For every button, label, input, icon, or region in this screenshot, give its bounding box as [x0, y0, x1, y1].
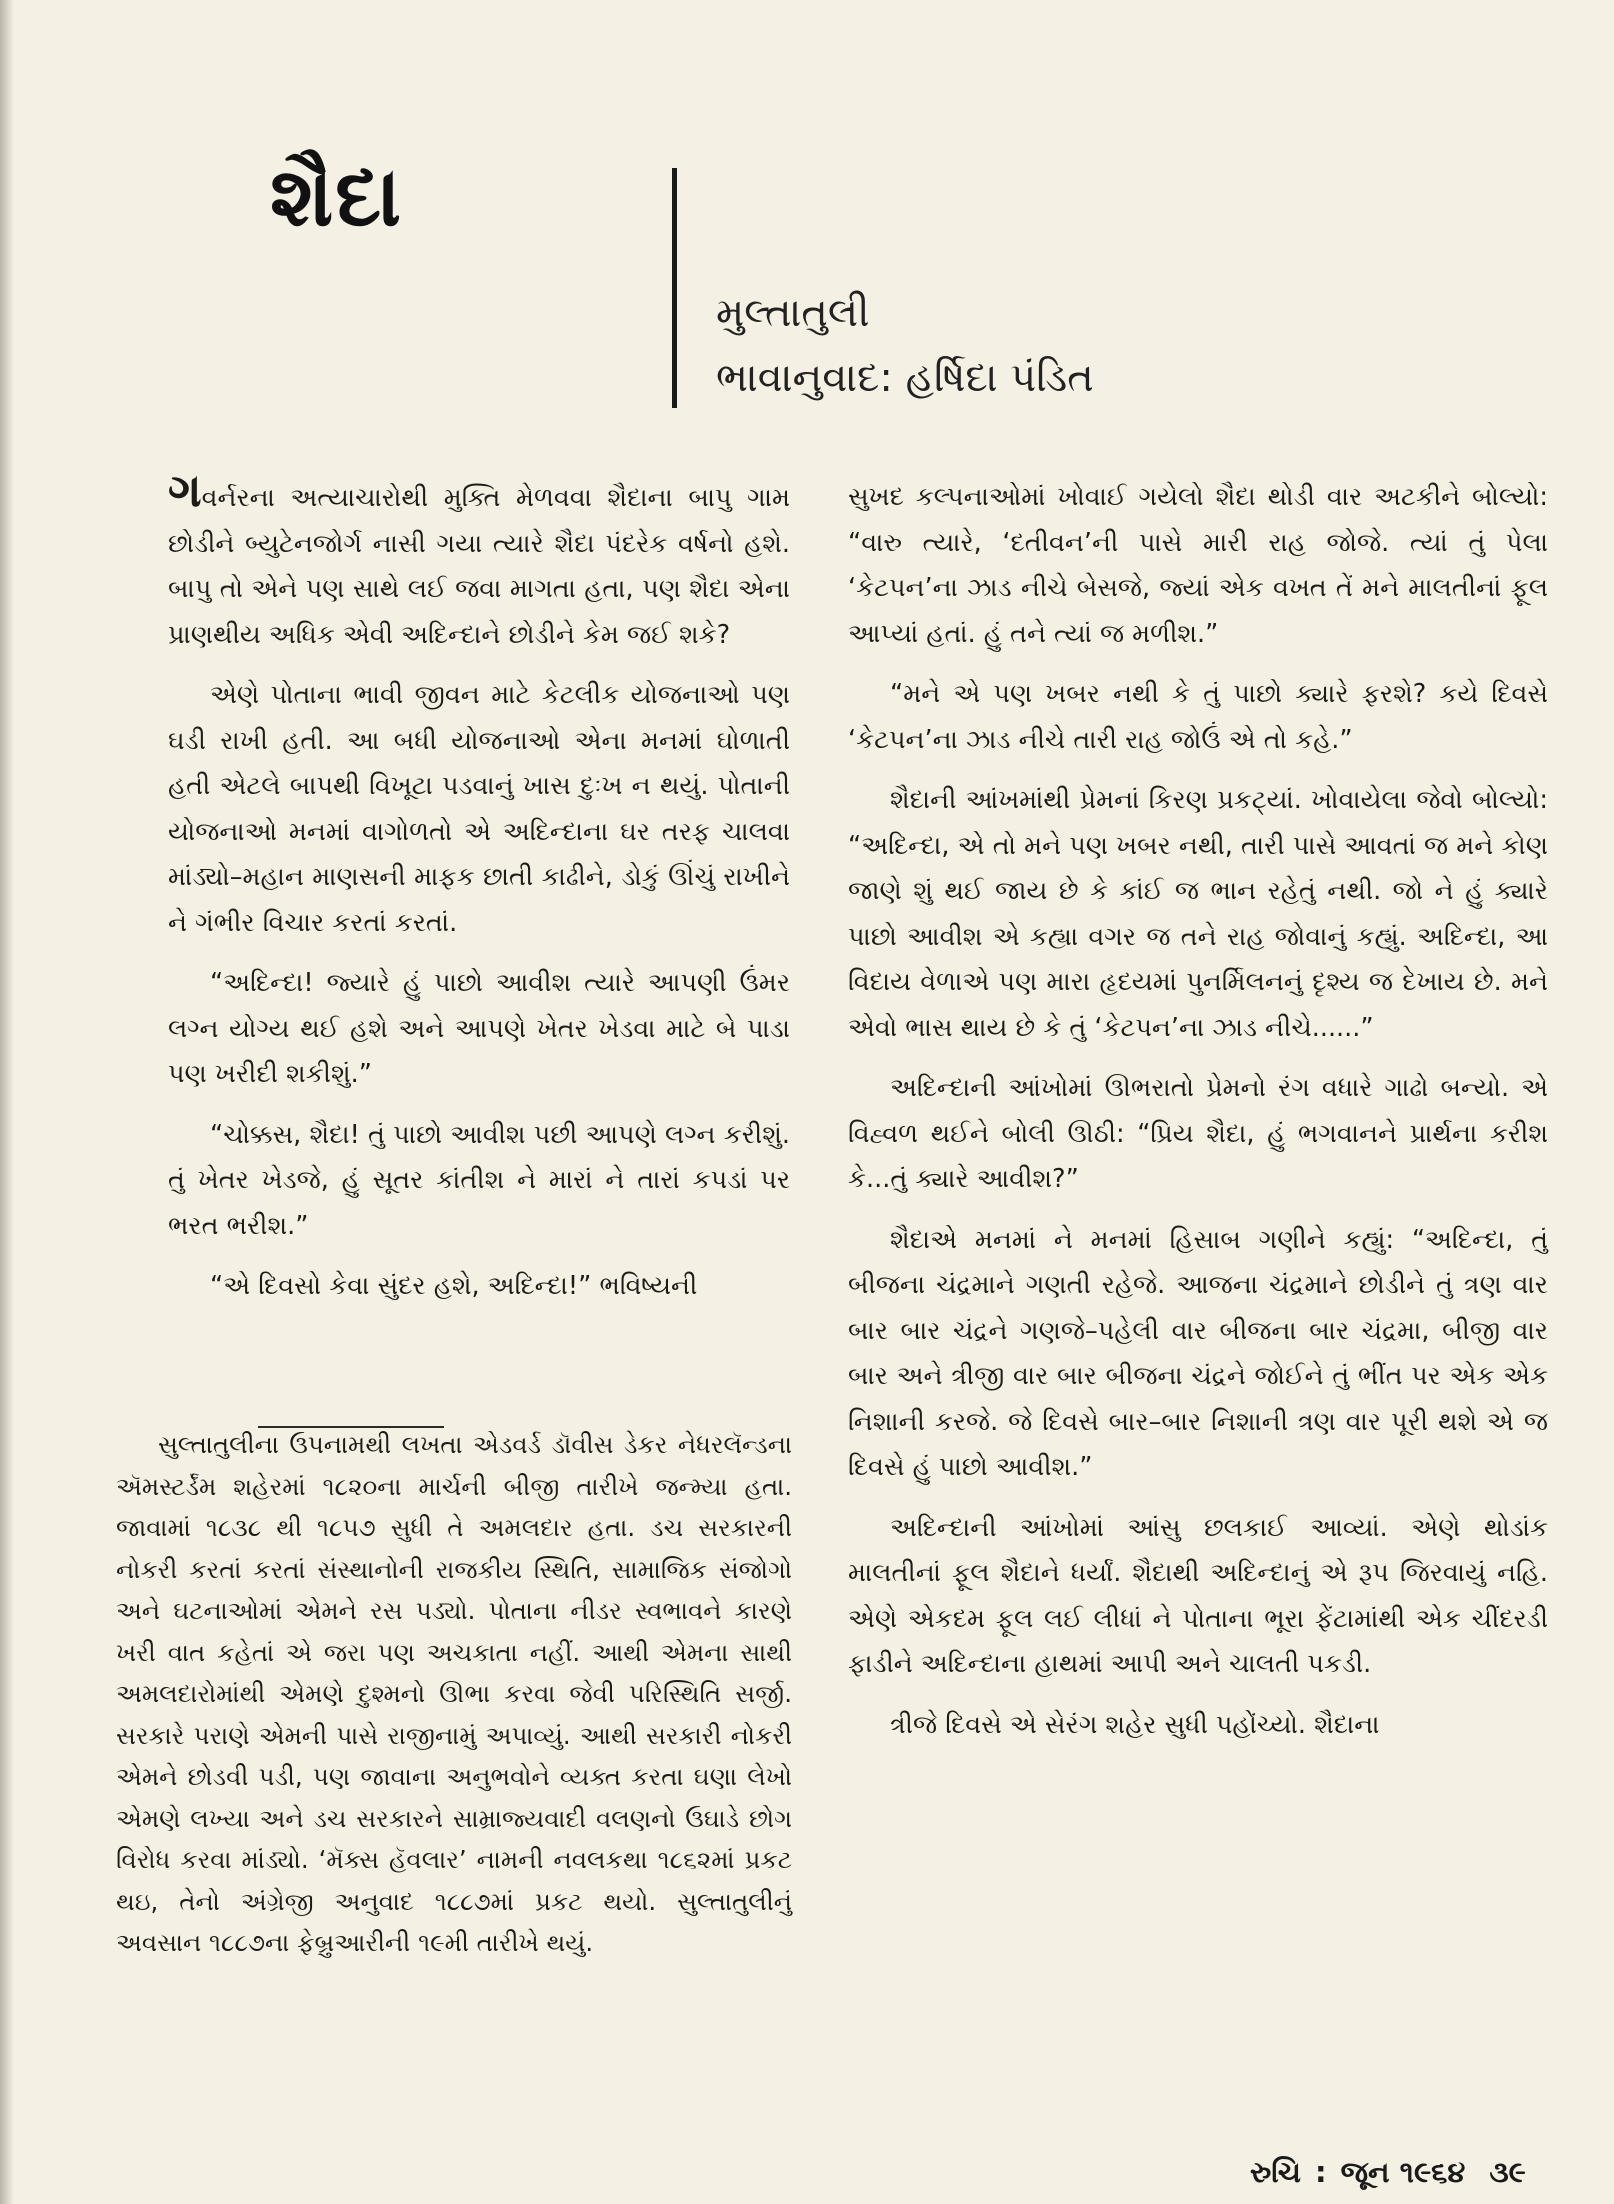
- story-title: શૈદા: [270, 150, 404, 245]
- paragraph: શૈદાએ મનમાં ને મનમાં હિસાબ ગણીને કહ્યું: “અદિન્દા, તું બીજના ચંદ્રમાને ગણતી રહેજે. આજના ચંદ્રમાને છોડીને તું ત્રણ વાર બાર બાર ચંદ્રને ગણજે–પહેલી વાર બીજના બાર ચંદ્રમા, બીજી વાર બાર અને ત્રીજી વાર બાર બીજના ચંદ્રને જોઈને તું ભીંત પર એક એક નિશાની કરજે. જે દિવસે બાર–બાર નિશાની ત્રણ વાર પૂરી થશે એ જ દિવસે હું પાછો આવીશ.”: [848, 1224, 1548, 1482]
- paragraph: [168, 463, 790, 658]
- magazine-name: રુચિ: [1250, 2155, 1302, 2189]
- paragraph: ત્રીજે દિવસે એ સેરંગ શહેર સુધી પહોંચ્યો. શૈદાના: [890, 1709, 1380, 1740]
- title-divider: [672, 168, 677, 408]
- left-column: [168, 463, 790, 1325]
- paragraph: શૈદાની આંખમાંથી પ્રેમનાં કિરણ પ્રકટ્યાં. ખોવાયેલા જેવો બોલ્યો: “અદિન્દા, એ તો મને પણ ખબર નથી, તારી પાસે આવતાં જ મને કોણ જાણે શું થઈ જાય છે કે કાંઈ જ ભાન રહેતું નથી. જો ને હું ક્યારે પાછો આવીશ એ કહ્યા વગર જ તને રાહ જોવાનું કહ્યું. અદિન્દા, આ વિદાય વેળાએ પણ મારા હૃદયમાં પુનર્મિલનનું દૃશ્ય જ દેખાય છે. મને એવો ભાસ થાય છે કે તું ‘કેટપન’ના ઝાડ નીચે......”: [848, 785, 1548, 1043]
- page-number: ૩૯: [1489, 2155, 1526, 2189]
- paragraph: અદિન્દાની આંખોમાં આંસુ છલકાઈ આવ્યાં. એણે થોડાંક માલતીનાં ફૂલ શૈદાને ધર્યાં. શૈદાથી અદિન્દાનું એ રૂપ જિરવાયું નહિ. એણે એકદમ ફૂલ લઈ લીધાં ને પોતાના ભૂરા ફેંટામાંથી એક ચીંદરડી ફાડીને અદિન્દાના હાથમાં આપી અને ચાલતી પકડી.: [848, 1512, 1548, 1679]
- page-footer: [1250, 2155, 1526, 2190]
- paragraph-text: વર્નરના અત્યાચારોથી મુક્તિ મેળવવા શૈદાના બાપુ ગામ છોડીને બ્યુટેનજોર્ગ નાસી ગયા ત્યારે શૈદા પંદરેક વર્ષનો હશે. બાપુ તો એને પણ સાથે લઈ જવા માગતા હતા, પણ શૈદા એના પ્રાણથીય અધિક એવી અદિન્દાને છોડીને કેમ જઈ શકે?: [168, 483, 790, 650]
- author-name: મુલ્તાતુલી: [716, 290, 870, 336]
- drop-cap: ગ: [168, 463, 202, 517]
- paragraph: “એ દિવસો કેવા સુંદર હશે, અદિન્દા!” ભવિષ્યની: [210, 1271, 698, 1301]
- paragraph: “અદિન્દા! જ્યારે હું પાછો આવીશ ત્યારે આપણી ઉંમર લગ્ન યોગ્ય થઈ હશે અને આપણે ખેતર ખેડવા માટે બે પાડા પણ ખરીદી શકીશું.”: [168, 968, 790, 1089]
- paragraph: એણે પોતાના ભાવી જીવન માટે કેટલીક યોજનાઓ પણ ઘડી રાખી હતી. આ બધી યોજનાઓ એના મનમાં ઘોળાતી હતી એટલે બાપથી વિખૂટા પડવાનું ખાસ દુઃખ ન થયું. પોતાની યોજનાઓ મનમાં વાગોળતો એ અદિન્દાના ઘર તરફ ચાલવા માંડ્યો–મહાન માણસની માફક છાતી કાઢીને, ડોકું ઊંચું રાખીને ને ગંભીર વિચાર કરતાં કરતાં.: [168, 680, 790, 938]
- right-column: [848, 475, 1548, 1763]
- footer-separator: :: [1315, 2155, 1327, 2189]
- translator-credit: ભાવાનુવાદ: હર્ષિદા પંડિત: [716, 355, 1094, 401]
- paragraph: સુખદ કલ્પનાઓમાં ખોવાઈ ગયેલો શૈદા થોડી વાર અટકીને બોલ્યો: “વારુ ત્યારે, ‘દતીવન’ની પાસે મારી રાહ જોજે. ત્યાં તું પેલા ‘કેટપન’ના ઝાડ નીચે બેસજે, જ્યાં એક વખત તેં મને માલતીનાં ફૂલ આપ્યાં હતાં. હું તને ત્યાં જ મળીશ.”: [848, 482, 1548, 649]
- paragraph: અદિન્દાની આંખોમાં ઊભરાતો પ્રેમનો રંગ વધારે ગાઢો બન્યો. એ વિહ્વળ થઈને બોલી ઊઠી: “પ્રિય શૈદા, હું ભગવાનને પ્રાર્થના કરીશ કે...તું ક્યારે આવીશ?”: [848, 1073, 1548, 1194]
- issue-date: જૂન ૧૯૬૪: [1340, 2155, 1466, 2189]
- paragraph: “મને એ પણ ખબર નથી કે તું પાછો ક્યારે ફરશે? કયે દિવસે ‘કેટપન’ના ઝાડ નીચે તારી રાહ જોઉં એ તો કહે.”: [848, 679, 1548, 755]
- paragraph: “ચોક્કસ, શૈદા! તું પાછો આવીશ પછી આપણે લગ્ન કરીશું. તું ખેતર ખેડજે, હું સૂતર કાંતીશ ને મારાં ને તારાં કપડાં પર ભરત ભરીશ.”: [168, 1119, 790, 1241]
- footnote-text: સુલ્તાતુલીના ઉપનામથી લખતા એડવર્ડ ડૉવીસ ડેકર નેધરલૅન્ડના ઍમસ્ટર્ડૅમ શહેરમાં ૧૮૨૦ના માર્ચની બીજી તારીખે જન્મ્યા હતા. જાવામાં ૧૮૩૮ થી ૧૮૫૭ સુધી તે અમલદાર હતા. ડચ સરકારની નોકરી કરતાં કરતાં સંસ્થાનોની રાજકીય સ્થિતિ, સામાજિક સંજોગો અને ઘટનાઓમાં એમને રસ પડ્યો. પોતાના નીડર સ્વભાવને કારણે ખરી વાત કહેતાં એ જરા પણ અચકાતા નહીં. આથી એમના સાથી અમલદારોમાંથી એમણે દુશ્મનો ઊભા કરવા જેવી પરિસ્થિતિ સર્જી. સરકારે પરાણે એમની પાસે રાજીનામું અપાવ્યું. આથી સરકારી નોકરી એમને છોડવી પડી, પણ જાવાના અનુભવોને વ્યક્ત કરતા ઘણા લેખો એમણે લખ્યા અને ડચ સરકારને સામ્રાજ્યવાદી વલણનો ઉઘાડે છોગ વિરોધ કરવા માંડ્યો. ‘મૅક્સ હૅવલાર’ નામની નવલકથા ૧૮૬૨માં પ્રકટ થઇ, તેનો અંગ્રેજી અનુવાદ ૧૮૮૭માં પ્રકટ થયો. સુલ્તાતુલીનું અવસાન ૧૮૮૭ના ફેબ્રુઆરીની ૧૯મી તારીખે થયું.: [116, 1430, 792, 1957]
- footnote: [116, 1424, 792, 1964]
- page-gutter-shadow: [0, 0, 14, 2204]
